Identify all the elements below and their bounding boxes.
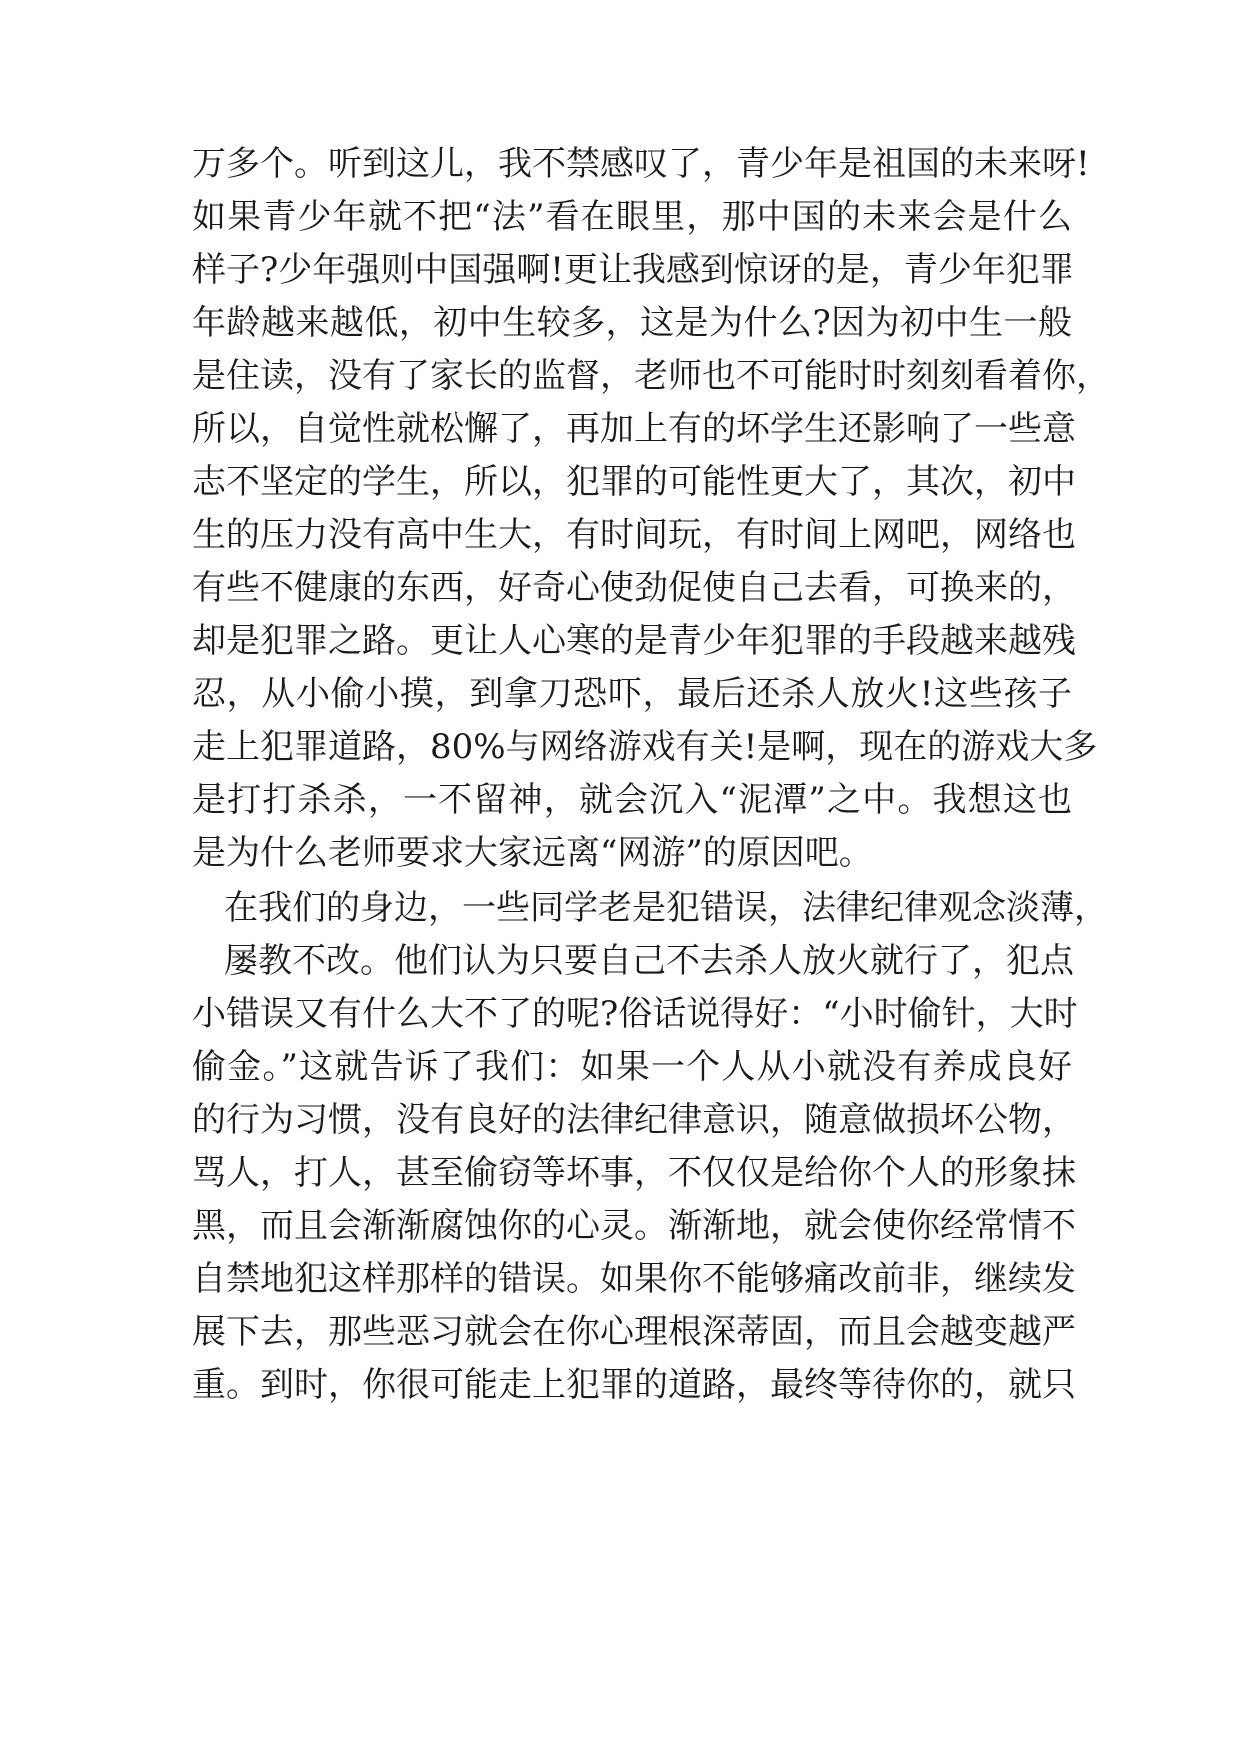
- text-line: 偷金。”这就告诉了我们：如果一个人从小就没有养成良好: [192, 1047, 1072, 1087]
- text-line: 展下去，那些恶习就会在你心理根深蒂固，而且会越变越严: [192, 1312, 1076, 1352]
- text-line: 生的压力没有高中生大，有时间玩，有时间上网吧，网络也: [192, 515, 1076, 555]
- text-line: 如果青少年就不把“法”看在眼里，那中国的未来会是什么: [192, 197, 1072, 237]
- text-line: 年龄越来越低，初中生较多，这是为什么?因为初中生一般: [192, 303, 1072, 343]
- text-line: 自禁地犯这样那样的错误。如果你不能够痛改前非，继续发: [192, 1259, 1076, 1299]
- text-line: 有些不健康的东西，好奇心使劲促使自己去看，可换来的，: [192, 568, 1076, 608]
- text-line: 骂人，打人，甚至偷窃等坏事，不仅仅是给你个人的形象抹: [192, 1153, 1076, 1193]
- text-line: 的行为习惯，没有良好的法律纪律意识，随意做损坏公物，: [192, 1100, 1076, 1140]
- text-line: 志不坚定的学生，所以，犯罪的可能性更大了，其次，初中: [192, 462, 1076, 502]
- text-line: 小错误又有什么大不了的呢?俗话说得好：“小时偷针，大时: [192, 994, 1078, 1034]
- text-line: 万多个。听到这儿，我不禁感叹了，青少年是祖国的未来呀!: [192, 144, 1090, 184]
- text-line: 黑，而且会渐渐腐蚀你的心灵。渐渐地，就会使你经常情不: [192, 1206, 1076, 1246]
- text-line: 屡教不改。他们认为只要自己不去杀人放火就行了，犯点: [224, 941, 1074, 981]
- text-line: 样子?少年强则中国强啊!更让我感到惊讶的是，青少年犯罪: [192, 250, 1074, 290]
- text-line: 是打打杀杀，一不留神，就会沉入“泥潭”之中。我想这也: [192, 780, 1072, 820]
- text-line: 是住读，没有了家长的监督，老师也不可能时时刻刻看着你，: [192, 356, 1110, 396]
- text-line: 走上犯罪道路，80%与网络游戏有关!是啊，现在的游戏大多: [192, 727, 1098, 767]
- text-line: 忍，从小偷小摸，到拿刀恐吓，最后还杀人放火!这些孩子: [192, 674, 1072, 714]
- text-line: 是为什么老师要求大家远离“网游”的原因吧。: [192, 833, 873, 873]
- text-line: 重。到时，你很可能走上犯罪的道路，最终等待你的，就只: [192, 1365, 1076, 1405]
- paragraph-first-line: 在我们的身边，一些同学老是犯错误，法律纪律观念淡薄，: [224, 888, 1108, 928]
- text-line: 却是犯罪之路。更让人心寒的是青少年犯罪的手段越来越残: [192, 621, 1076, 661]
- text-line: 所以，自觉性就松懈了，再加上有的坏学生还影响了一些意: [192, 409, 1076, 449]
